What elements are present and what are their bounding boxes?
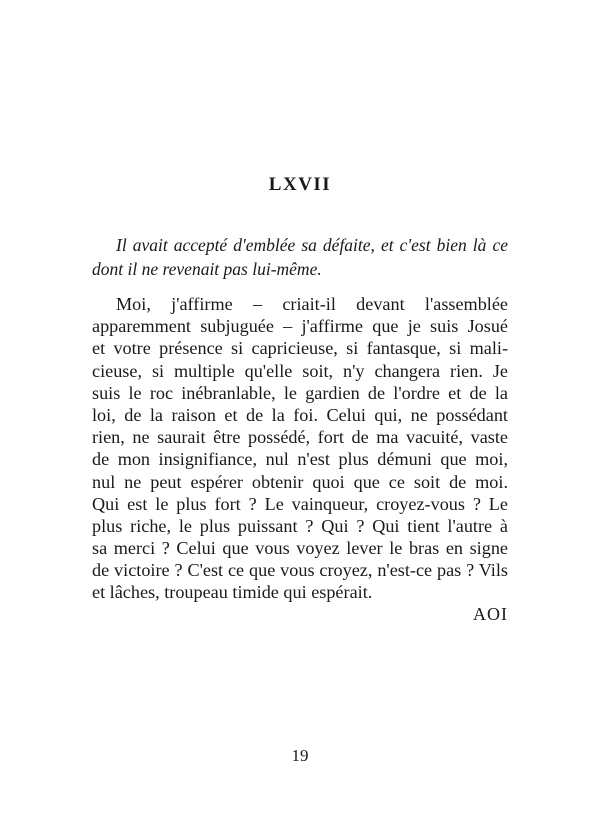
- body-line: et lâches, troupeau timide qui espérait.: [92, 582, 373, 603]
- body-line: rien, ne saurait être possédé, fort de ma vacuité, vaste: [92, 427, 508, 448]
- chapter-title: LXVII: [268, 174, 332, 195]
- body-line: cieuse, si multiple qu'elle soit, n'y changera rien. Je: [92, 360, 508, 381]
- page-number: 19: [291, 746, 309, 765]
- body-line: suis le roc inébranlable, le gardien de l'ordre et de la: [92, 382, 508, 403]
- body-line: sa merci ? Celui que vous voyez lever le bras en signe: [92, 538, 508, 559]
- body-line: de mon insignifiance, nul n'est plus démuni que moi,: [92, 449, 508, 470]
- body-line: de victoire ? C'est ce que vous croyez, n'est-ce pas ? Vils: [92, 560, 508, 581]
- body-paragraph: [92, 293, 508, 604]
- body-line: apparemment subjuguée – j'affirme que je suis Josué: [92, 316, 508, 337]
- body-line: Qui est le plus fort ? Le vainqueur, croyez-vous ? Le: [92, 493, 508, 514]
- epigraph: Il avait accepté d'emblée sa défaite, et c'est bien là ce dont il ne revenait pas lui-même.: [92, 235, 508, 279]
- body-line: plus riche, le plus puissant ? Qui ? Qui tient l'autre à: [92, 515, 508, 536]
- body-line: Moi, j'affirme – criait-il devant l'assemblée: [116, 294, 508, 314]
- signoff: AOI: [473, 604, 508, 624]
- body-line: et votre présence si capricieuse, si fantasque, si mali-: [92, 338, 508, 359]
- body-line: nul ne peut espérer obtenir quoi que ce soit de moi.: [92, 471, 508, 492]
- body-line: loi, de la raison et de la foi. Celui qui, ne possédant: [92, 404, 508, 425]
